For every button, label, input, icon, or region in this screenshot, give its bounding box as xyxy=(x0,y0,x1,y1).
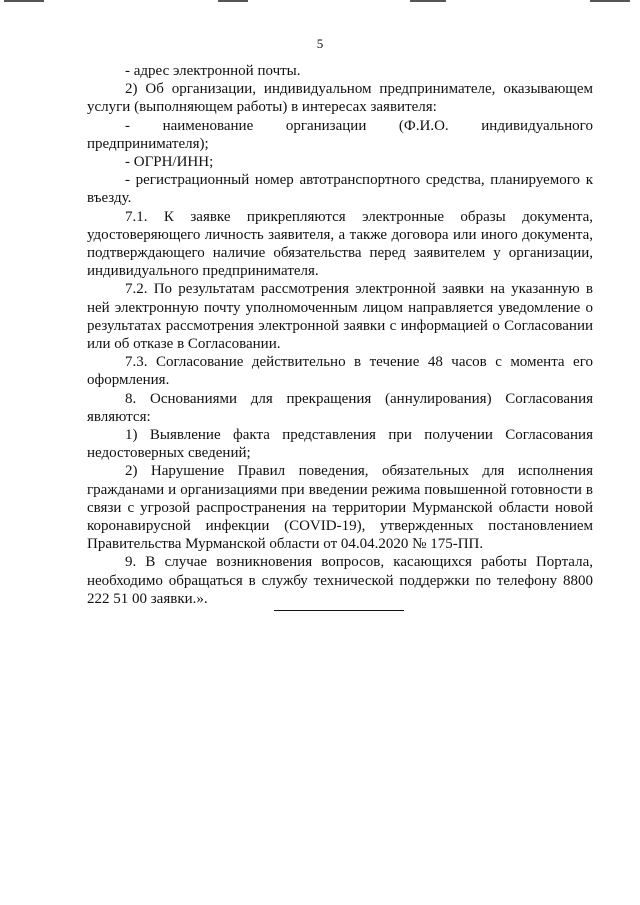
closing-rule xyxy=(274,610,404,611)
organization-name-item-continuation: предпринимателя); xyxy=(87,135,209,152)
word: индивидуального xyxy=(481,117,593,134)
paragraph-8-item-2: 2) Нарушение Правил поведения, обязательных для исполнения гражданами и организациями при введении режима повышенной готовности в связи с угрозой распространения на территории Мурманской области новой коронавирусной инфекции (COVID-19), утвержденных постановлением Правительства Мурманской области от 04.04.2020 № 175-ПП. xyxy=(87,463,593,553)
scan-edge-mark xyxy=(590,0,630,2)
paragraph-8-item-1: 1) Выявление факта представления при получении Согласования недостоверных сведений; xyxy=(87,427,593,462)
word: организации xyxy=(285,117,367,134)
organization-name-item xyxy=(125,117,593,135)
word: наименование xyxy=(162,117,254,134)
organization-section: 2) Об организации, индивидуальном предпринимателе, оказывающем услуги (выполняющем работы) в интересах заявителя: xyxy=(87,81,593,116)
word: (Ф.И.О. xyxy=(398,117,449,134)
scan-edge-mark xyxy=(218,0,248,2)
page-number: 5 xyxy=(316,36,324,51)
scan-edge-mark xyxy=(410,0,446,2)
vehicle-number-item: - регистрационный номер автотранспортного средства, планируемого к въезду. xyxy=(87,172,593,207)
scan-edge-mark xyxy=(4,0,44,2)
document-body xyxy=(87,62,593,608)
paragraph-9: 9. В случае возникновения вопросов, касающихся работы Портала, необходимо обращаться в службу технической поддержки по телефону 8800 222 51 00 заявки.». xyxy=(87,554,593,607)
paragraph-8: 8. Основаниями для прекращения (аннулирования) Согласования являются: xyxy=(87,390,593,425)
paragraph-7-2: 7.2. По результатам рассмотрения электронной заявки на указанную в ней электронную почту уполномоченным лицом направляется уведомление о результатах рассмотрения электронной заявки с информацией о Согласовании или об отказе в Согласовании. xyxy=(87,281,593,353)
dash: - xyxy=(125,117,130,134)
email-address-item: - адрес электронной почты. xyxy=(125,63,301,79)
paragraph-7-1: 7.1. К заявке прикрепляются электронные образы документа, удостоверяющего личность заявителя, а также договора или иного документа, подтверждающего наличие обязательства перед заявителем у организации, индивидуального предпринимателя. xyxy=(87,208,593,280)
ogrn-inn-item: - ОГРН/ИНН; xyxy=(125,154,214,171)
paragraph-7-3: 7.3. Согласование действительно в течение 48 часов с момента его оформления. xyxy=(87,354,593,389)
